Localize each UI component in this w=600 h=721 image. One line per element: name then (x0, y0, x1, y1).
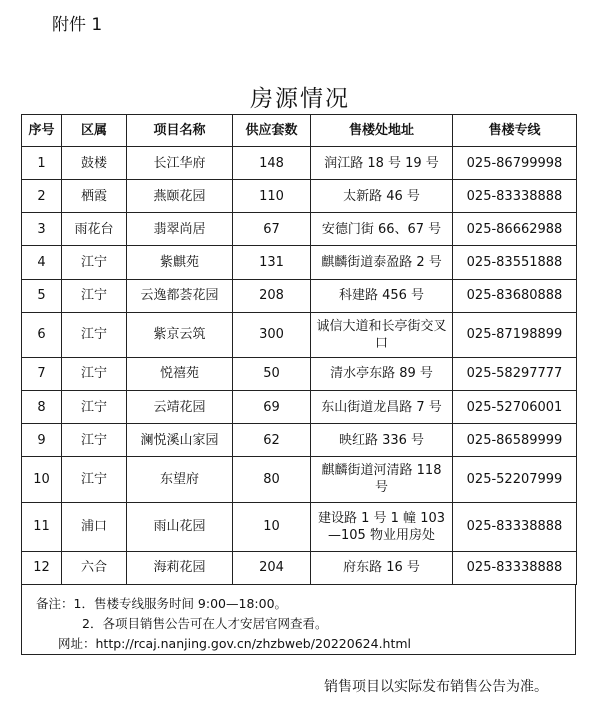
row-phone: 025-52706001 (453, 391, 577, 424)
row-address: 府东路 16 号 (311, 551, 453, 584)
table-row (22, 312, 577, 357)
table-row (22, 457, 577, 502)
row-address: 映红路 336 号 (311, 424, 453, 457)
row-district: 栖霞 (62, 180, 127, 213)
header-phone: 售楼专线 (453, 115, 577, 147)
row-phone: 025-83551888 (453, 246, 577, 279)
row-project-name: 澜悦溪山家园 (127, 424, 233, 457)
row-number: 3 (22, 213, 62, 246)
row-district: 浦口 (62, 502, 127, 551)
row-units: 80 (233, 457, 311, 502)
row-address: 诚信大道和长亭街交叉口 (311, 312, 453, 357)
row-phone: 025-83338888 (453, 180, 577, 213)
notes-box (21, 585, 576, 655)
row-address: 清水亭东路 89 号 (311, 357, 453, 390)
row-number: 1 (22, 147, 62, 180)
row-project-name: 云靖花园 (127, 391, 233, 424)
row-phone: 025-86662988 (453, 213, 577, 246)
note-announcement: 2．各项目销售公告可在人才安居官网查看。 (82, 616, 328, 631)
row-project-name: 东望府 (127, 457, 233, 502)
table-row (22, 502, 577, 551)
row-units: 62 (233, 424, 311, 457)
row-district: 六合 (62, 551, 127, 584)
row-project-name: 悦禧苑 (127, 357, 233, 390)
row-address: 麒麟街道河清路 118 号 (311, 457, 453, 502)
row-address: 麒麟街道泰盈路 2 号 (311, 246, 453, 279)
row-number: 11 (22, 502, 62, 551)
row-project-name: 紫麒苑 (127, 246, 233, 279)
row-district: 鼓楼 (62, 147, 127, 180)
row-units: 148 (233, 147, 311, 180)
table-row (22, 357, 577, 390)
page-title: 房源情况 (250, 86, 350, 112)
table-row (22, 551, 577, 584)
row-units: 69 (233, 391, 311, 424)
footer-note: 销售项目以实际发布销售公告为准。 (324, 679, 548, 695)
row-project-name: 紫京云筑 (127, 312, 233, 357)
table-row (22, 180, 577, 213)
row-number: 6 (22, 312, 62, 357)
row-address: 建设路 1 号 1 幢 103—105 物业用房处 (311, 502, 453, 551)
row-address: 润江路 18 号 19 号 (311, 147, 453, 180)
row-number: 5 (22, 279, 62, 312)
row-project-name: 长江华府 (127, 147, 233, 180)
row-phone: 025-83338888 (453, 502, 577, 551)
row-units: 208 (233, 279, 311, 312)
header-project: 项目名称 (127, 115, 233, 147)
row-project-name: 云逸都荟花园 (127, 279, 233, 312)
row-phone: 025-87198899 (453, 312, 577, 357)
row-address: 科建路 456 号 (311, 279, 453, 312)
header-address: 售楼处地址 (311, 115, 453, 147)
row-address: 东山街道龙昌路 7 号 (311, 391, 453, 424)
row-units: 300 (233, 312, 311, 357)
table-row (22, 147, 577, 180)
row-units: 10 (233, 502, 311, 551)
row-phone: 025-58297777 (453, 357, 577, 390)
table-header-row (22, 115, 577, 147)
row-number: 2 (22, 180, 62, 213)
table-row (22, 279, 577, 312)
table-row (22, 424, 577, 457)
row-project-name: 燕颐花园 (127, 180, 233, 213)
row-district: 雨花台 (62, 213, 127, 246)
row-district: 江宁 (62, 279, 127, 312)
row-number: 8 (22, 391, 62, 424)
table-row (22, 213, 577, 246)
note-url[interactable]: 网址：http://rcaj.nanjing.gov.cn/zhzbweb/20220624.html (58, 636, 412, 651)
row-address: 太新路 46 号 (311, 180, 453, 213)
row-phone: 025-86589999 (453, 424, 577, 457)
table-row (22, 246, 577, 279)
row-number: 4 (22, 246, 62, 279)
row-district: 江宁 (62, 424, 127, 457)
housing-table (21, 114, 577, 585)
row-number: 9 (22, 424, 62, 457)
header-district: 区属 (62, 115, 127, 147)
row-address: 安德门街 66、67 号 (311, 213, 453, 246)
row-units: 204 (233, 551, 311, 584)
row-project-name: 翡翠尚居 (127, 213, 233, 246)
row-units: 131 (233, 246, 311, 279)
row-district: 江宁 (62, 312, 127, 357)
row-project-name: 海莉花园 (127, 551, 233, 584)
row-number: 12 (22, 551, 62, 584)
row-phone: 025-86799998 (453, 147, 577, 180)
row-district: 江宁 (62, 457, 127, 502)
row-units: 110 (233, 180, 311, 213)
row-phone: 025-83338888 (453, 551, 577, 584)
header-no: 序号 (22, 115, 62, 147)
row-units: 50 (233, 357, 311, 390)
row-district: 江宁 (62, 357, 127, 390)
row-phone: 025-83680888 (453, 279, 577, 312)
note-service-hours: 备注：1．售楼专线服务时间 9:00—18:00。 (36, 596, 288, 611)
row-project-name: 雨山花园 (127, 502, 233, 551)
row-district: 江宁 (62, 391, 127, 424)
attachment-label: 附件 1 (52, 15, 103, 35)
table-row (22, 391, 577, 424)
header-units: 供应套数 (233, 115, 311, 147)
row-number: 10 (22, 457, 62, 502)
row-phone: 025-52207999 (453, 457, 577, 502)
row-number: 7 (22, 357, 62, 390)
row-units: 67 (233, 213, 311, 246)
row-district: 江宁 (62, 246, 127, 279)
